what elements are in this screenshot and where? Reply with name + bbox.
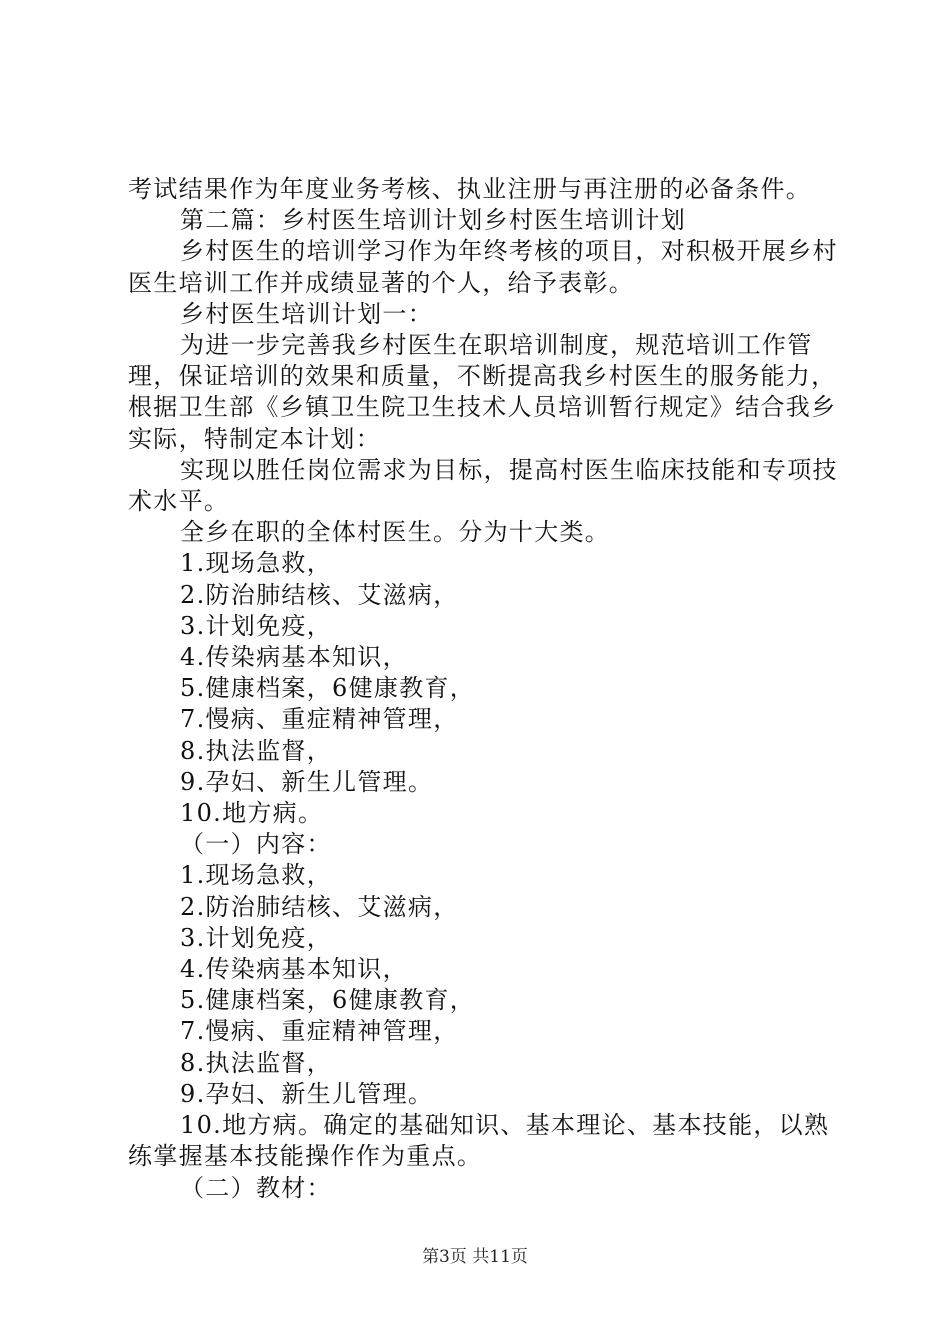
paragraph: 3.计划免疫， — [180, 611, 332, 640]
paragraph: 考试结果作为年度业务考核、执业注册与再注册的必备条件。 — [128, 175, 812, 203]
paragraph: 全乡在职的全体村医生。分为十大类。 — [180, 518, 611, 547]
paragraph: 8.执法监督， — [180, 736, 332, 765]
paragraph: 3.计划免疫， — [180, 923, 332, 952]
paragraph: 5.健康档案，6健康教育， — [180, 986, 476, 1015]
paragraph: 10.地方病。 — [180, 799, 324, 828]
paragraph: 为进一步完善我乡村医生在职培训制度，规范培训工作管理，保证培训的效果和质量，不断提高我乡村医生的服务能力，根据卫生部《乡镇卫生院卫生技术人员培训暂行规定》结合我乡实际，特制定本计划： — [128, 331, 837, 453]
paragraph: 乡村医生培训计划一： — [180, 299, 433, 328]
paragraph: 4.传染病基本知识， — [180, 643, 408, 672]
paragraph: 10.地方病。确定的基础知识、基本理论、基本技能，以熟练掌握基本技能操作作为重点。 — [128, 1111, 830, 1171]
paragraph: 第二篇：乡村医生培训计划乡村医生培训计划 — [180, 206, 686, 235]
paragraph: 实现以胜任岗位需求为目标，提高村医生临床技能和专项技术水平。 — [128, 455, 838, 516]
paragraph: 8.执法监督， — [180, 1048, 332, 1077]
document-body — [128, 174, 838, 1204]
paragraph: （一）内容： — [180, 830, 332, 859]
paragraph: 7.慢病、重症精神管理， — [180, 705, 459, 734]
page-footer: 第3页 共11页 — [422, 1247, 528, 1267]
paragraph: 2.防治肺结核、艾滋病， — [180, 580, 459, 609]
paragraph: 乡村医生的培训学习作为年终考核的项目，对积极开展乡村医生培训工作并成绩显著的个人，给予表彰。 — [128, 237, 838, 297]
paragraph: 1.现场急救， — [180, 861, 332, 890]
paragraph: 7.慢病、重症精神管理， — [180, 1017, 459, 1046]
paragraph: 5.健康档案，6健康教育， — [180, 674, 476, 703]
paragraph: 9.孕妇、新生儿管理。 — [180, 767, 434, 796]
paragraph: 4.传染病基本知识， — [180, 955, 408, 984]
paragraph: 9.孕妇、新生儿管理。 — [180, 1079, 434, 1108]
paragraph: 1.现场急救， — [180, 549, 332, 578]
paragraph: 2.防治肺结核、艾滋病， — [180, 892, 459, 921]
paragraph: （二）教材： — [180, 1173, 332, 1202]
